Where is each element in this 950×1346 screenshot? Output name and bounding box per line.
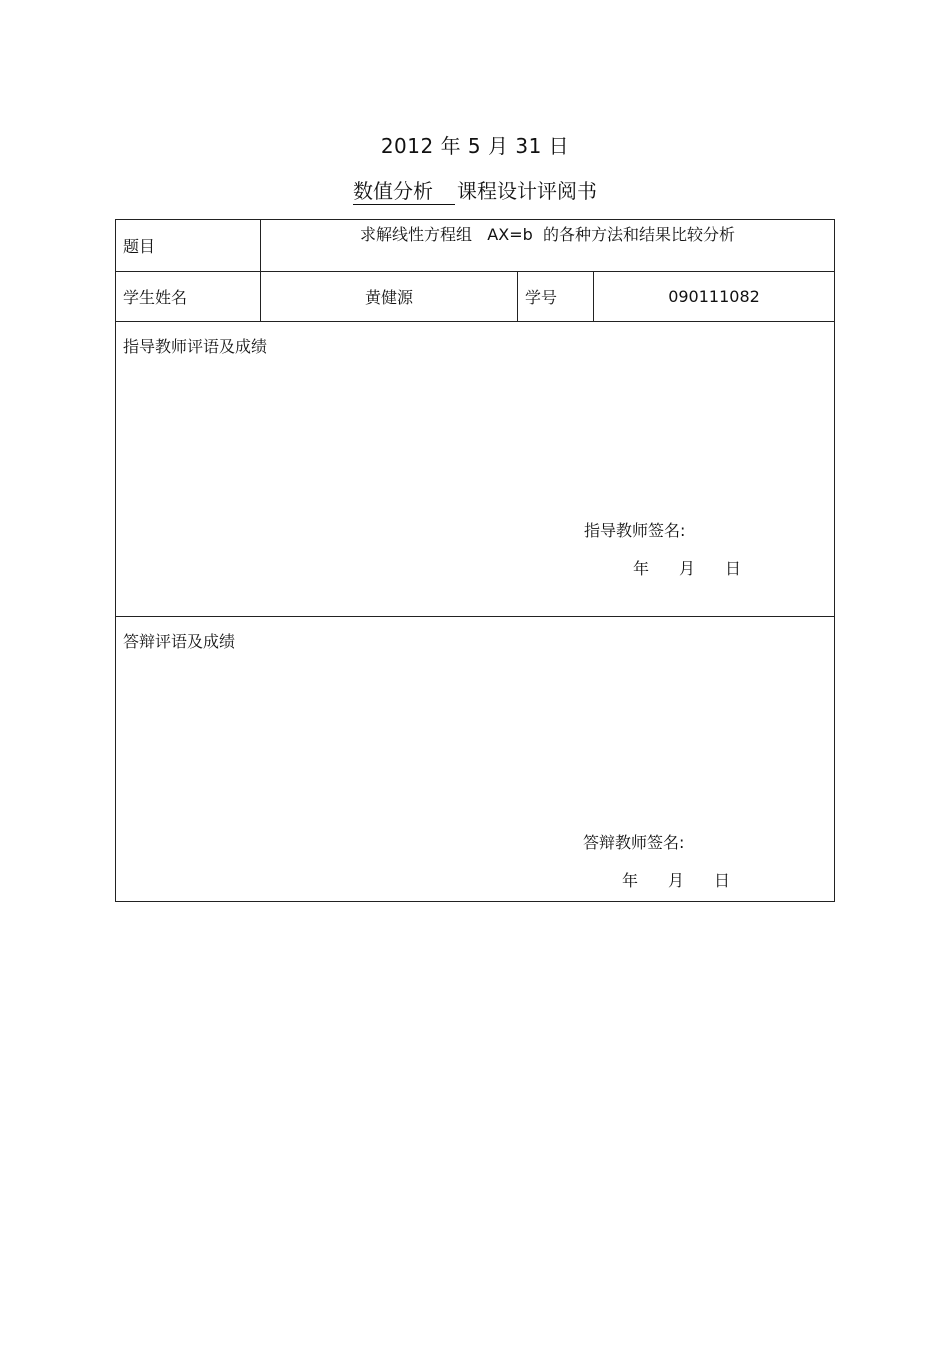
course-name: 数值分析	[353, 178, 455, 205]
document-title	[0, 178, 950, 205]
review-form-table	[115, 219, 835, 902]
student-name-label-cell	[116, 272, 261, 322]
advisor-comment-section	[116, 322, 835, 617]
topic-label-cell	[116, 220, 261, 272]
student-name-value-cell	[261, 272, 518, 322]
advisor-signature-label: 指导教师签名:	[584, 521, 686, 540]
title-suffix: 课程设计评阅书	[457, 179, 597, 203]
topic-value: 求解线性方程组 AX=b 的各种方法和结果比较分析	[360, 225, 735, 244]
student-name-value: 黄健源	[364, 288, 413, 307]
advisor-date-day: 日	[725, 559, 742, 578]
student-id-label: 学号	[525, 288, 558, 307]
defense-date-day: 日	[714, 871, 731, 890]
topic-label: 题目	[123, 237, 156, 256]
student-id-label-cell	[518, 272, 594, 322]
defense-comment-section	[116, 617, 835, 902]
topic-value-cell	[261, 220, 835, 272]
student-id-value: 090111082	[668, 287, 760, 306]
student-name-label: 学生姓名	[123, 288, 188, 307]
student-id-value-cell	[594, 272, 835, 322]
advisor-date-year: 年	[633, 559, 650, 578]
advisor-date-month: 月	[679, 559, 696, 578]
defense-date-month: 月	[668, 871, 685, 890]
date-line: 2012 年 5 月 31 日	[380, 134, 570, 158]
defense-signature-label: 答辩教师签名:	[583, 833, 685, 852]
advisor-comment-heading: 指导教师评语及成绩	[123, 337, 268, 356]
defense-comment-heading: 答辩评语及成绩	[123, 632, 236, 651]
advisor-signature-date	[633, 556, 741, 579]
defense-signature-date	[622, 868, 730, 891]
defense-date-year: 年	[622, 871, 639, 890]
